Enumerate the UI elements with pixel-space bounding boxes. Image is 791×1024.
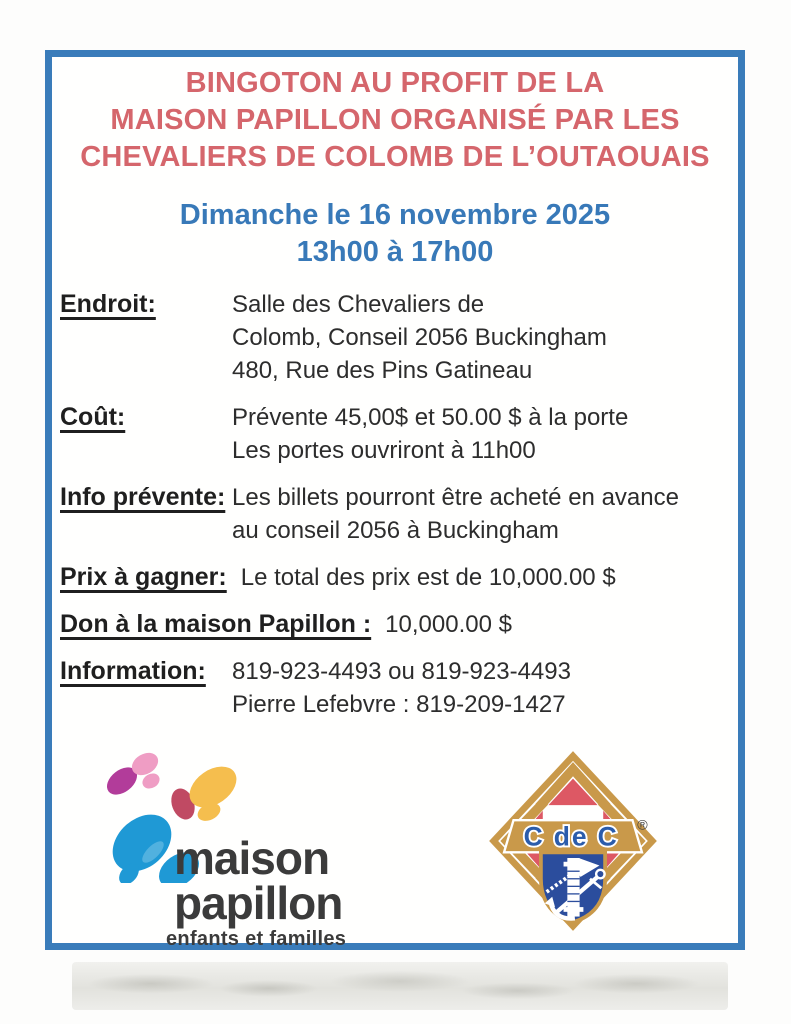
scan-bleedthrough-artifact (72, 962, 728, 1010)
maison-papillon-tagline: enfants et familles (166, 928, 347, 950)
event-date-line: Dimanche le 16 novembre 2025 (179, 199, 611, 231)
flyer-border-box (45, 50, 745, 950)
detail-value-line: Colomb, Conseil 2056 Buckingham (232, 324, 607, 351)
flyer-title-line-2: MAISON PAPILLON ORGANISÉ PAR LES (110, 104, 680, 136)
detail-value (232, 481, 728, 547)
detail-label: Coût: (60, 403, 126, 431)
detail-label: Endroit: (60, 290, 156, 318)
maison-papillon-wordmark (174, 832, 343, 929)
detail-value-line: Les billets pourront être acheté en avance (232, 484, 679, 511)
detail-value-line: Les portes ouvriront à 11h00 (232, 437, 536, 464)
detail-value (232, 655, 728, 721)
details-list (60, 288, 728, 721)
detail-row (60, 481, 728, 547)
detail-row (60, 288, 728, 387)
event-time-line: 13h00 à 17h00 (296, 236, 494, 268)
detail-row (60, 608, 728, 641)
flyer-title-line-3: CHEVALIERS DE COLOMB DE L’OUTAOUAIS (80, 141, 710, 173)
detail-value-line: 819-923-4493 ou 819-923-4493 (232, 658, 571, 685)
detail-label: Info prévente: (60, 483, 226, 511)
kofc-banner-text: C de C (523, 821, 619, 852)
detail-label: Prix à gagner: (60, 563, 227, 591)
detail-value-line: Salle des Chevaliers de (232, 291, 485, 318)
detail-value (385, 608, 728, 641)
detail-row (60, 561, 728, 594)
detail-value-line: au conseil 2056 à Buckingham (232, 517, 559, 544)
flyer-title-line-1: BINGOTON AU PROFIT DE LA (185, 67, 605, 99)
detail-label: Don à la maison Papillon : (60, 610, 372, 638)
detail-row (60, 401, 728, 467)
wordmark-line-2: papillon (174, 877, 343, 929)
detail-value-line: Pierre Lefebvre : 819-209-1427 (232, 691, 566, 718)
kofc-emblem-icon (488, 749, 658, 933)
wordmark-line-1: maison (174, 832, 330, 884)
detail-value-line: Prévente 45,00$ et 50.00 $ à la porte (232, 404, 629, 431)
detail-value (232, 401, 728, 467)
maison-papillon-logo (100, 748, 400, 966)
detail-row (60, 655, 728, 721)
flyer-title (58, 65, 732, 176)
detail-value (232, 288, 728, 387)
detail-value-line: 480, Rue des Pins Gatineau (232, 357, 533, 384)
registered-mark: ® (637, 817, 648, 834)
detail-label: Information: (60, 657, 206, 685)
event-datetime (58, 197, 732, 271)
detail-value (241, 561, 728, 594)
detail-value-line: 10,000.00 $ (385, 611, 512, 638)
detail-value-line: Le total des prix est de 10,000.00 $ (240, 564, 616, 591)
